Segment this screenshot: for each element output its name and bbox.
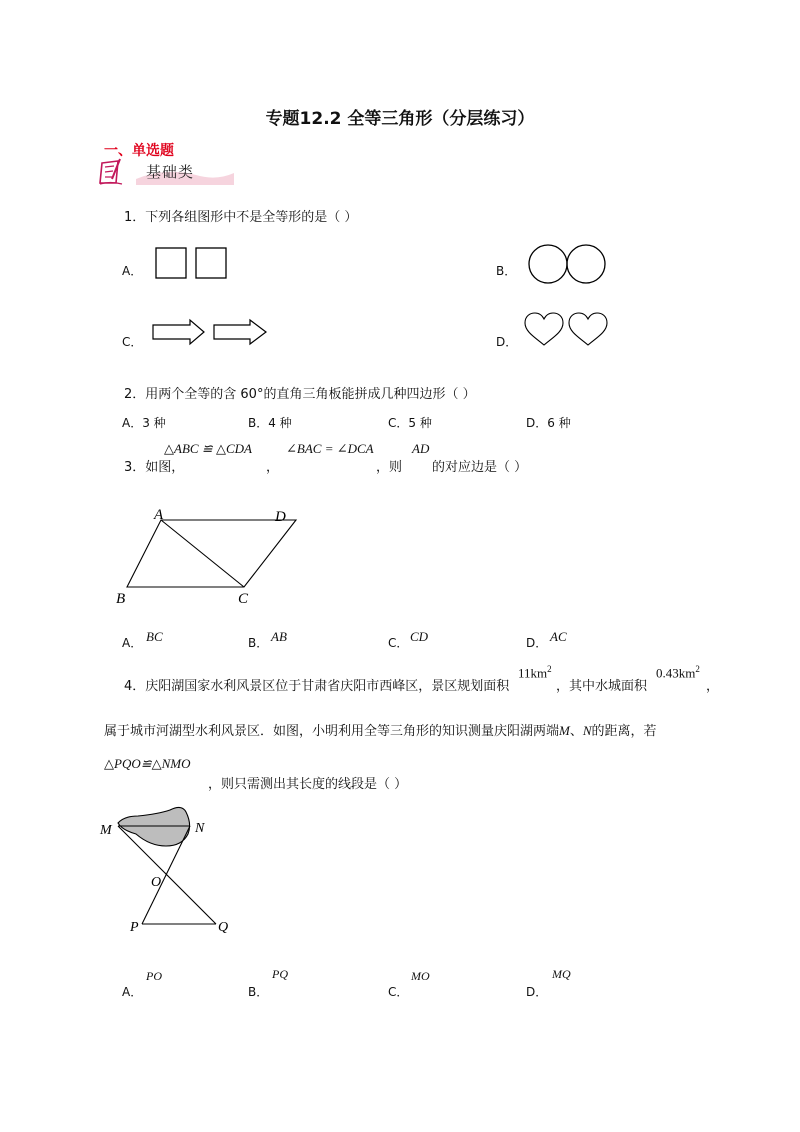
- q3-suffix: 的对应边是（ ）: [432, 460, 528, 475]
- q4-line3: ，则只需测出其长度的线段是（ ）: [208, 777, 408, 792]
- q4-option-c-letter: C．: [388, 985, 409, 999]
- q1-option-b-label: B．: [496, 264, 517, 278]
- q4-lake-figure: [96, 802, 246, 937]
- q3-label-a: A: [154, 507, 164, 523]
- q4-option-d-value: MQ: [552, 967, 571, 981]
- q1-option-a-squares: [152, 246, 232, 280]
- q4-option-d-letter: D．: [526, 985, 548, 999]
- q4-area-total: $11km^2$: [518, 664, 552, 681]
- q3-segment-math: AD: [412, 441, 430, 456]
- q3-option-a-value: BC: [146, 629, 163, 644]
- q4-label-o: O: [151, 875, 162, 890]
- section-heading: 一、单选题: [104, 143, 174, 159]
- q3-option-c-value: CD: [410, 629, 429, 644]
- q1-option-a-label: A．: [122, 264, 143, 278]
- q1-option-d-label: D．: [496, 335, 518, 349]
- q4-option-b-letter: B．: [248, 985, 269, 999]
- q4-option-b-value: PQ: [272, 967, 288, 981]
- q3-option-b-value: AB: [271, 629, 287, 644]
- q4-label-p: P: [130, 920, 139, 935]
- q4-label-n: N: [195, 821, 205, 836]
- subsection-heading: 基础类: [146, 163, 195, 181]
- q2-stem: 2．用两个全等的含 60°的直角三角板能拼成几种四边形（ ）: [124, 387, 476, 402]
- q4-line1-a: 4．庆阳湖国家水利风景区位于甘肃省庆阳市西峰区，景区规划面积: [124, 679, 510, 694]
- q3-label-b: B: [116, 591, 126, 607]
- q1-option-d-hearts: [522, 310, 612, 350]
- q4-area-water: $0.43km^2$: [656, 664, 700, 681]
- q1-option-c-arrows: [150, 318, 272, 346]
- q3-option-a-letter: A．: [122, 636, 143, 650]
- q2-option-c: C．5 种: [388, 416, 432, 430]
- q4-option-c-value: MO: [411, 969, 430, 983]
- q3-option-d-letter: D．: [526, 636, 548, 650]
- q2-option-b: B．4 种: [248, 416, 292, 430]
- q3-congruence-math: △ABC ≌ △CDA: [164, 441, 252, 456]
- q2-option-d: D．6 种: [526, 416, 571, 430]
- q3-option-c-letter: C．: [388, 636, 409, 650]
- q1-stem: 1．下列各组图形中不是全等形的是（ ）: [124, 210, 358, 225]
- q4-line1-c: ，: [706, 679, 720, 694]
- q4-line2: 属于城市河湖型水利风景区．如图，小明利用全等三角形的知识测量庆阳湖两端M、N的距离，若: [104, 723, 657, 739]
- q1-option-b-circles: [522, 242, 612, 286]
- q4-option-a-value: PO: [146, 969, 162, 983]
- q4-line1-b: ，其中水城面积: [556, 679, 648, 694]
- q3-parallelogram-figure: [110, 500, 320, 610]
- q3-comma-1: ，: [266, 460, 280, 475]
- q3-label-c: C: [238, 591, 249, 607]
- q1-option-c-label: C．: [122, 335, 143, 349]
- q3-option-d-value: AC: [550, 629, 567, 644]
- q4-label-m: M: [100, 823, 112, 838]
- q2-option-a: A．3 种: [122, 416, 166, 430]
- page-title: 专题12.2 全等三角形（分层练习）: [265, 109, 535, 129]
- q3-comma-2: ，则: [376, 460, 403, 475]
- q4-option-a-letter: A．: [122, 985, 143, 999]
- q3-prefix: 3．如图，: [124, 460, 185, 475]
- q3-label-d: D: [275, 509, 286, 525]
- q3-angle-math: ∠BAC = ∠DCA: [286, 441, 374, 456]
- q4-congruence-math: △PQO≌△NMO: [104, 756, 191, 771]
- q3-option-b-letter: B．: [248, 636, 269, 650]
- q4-label-q: Q: [218, 920, 229, 935]
